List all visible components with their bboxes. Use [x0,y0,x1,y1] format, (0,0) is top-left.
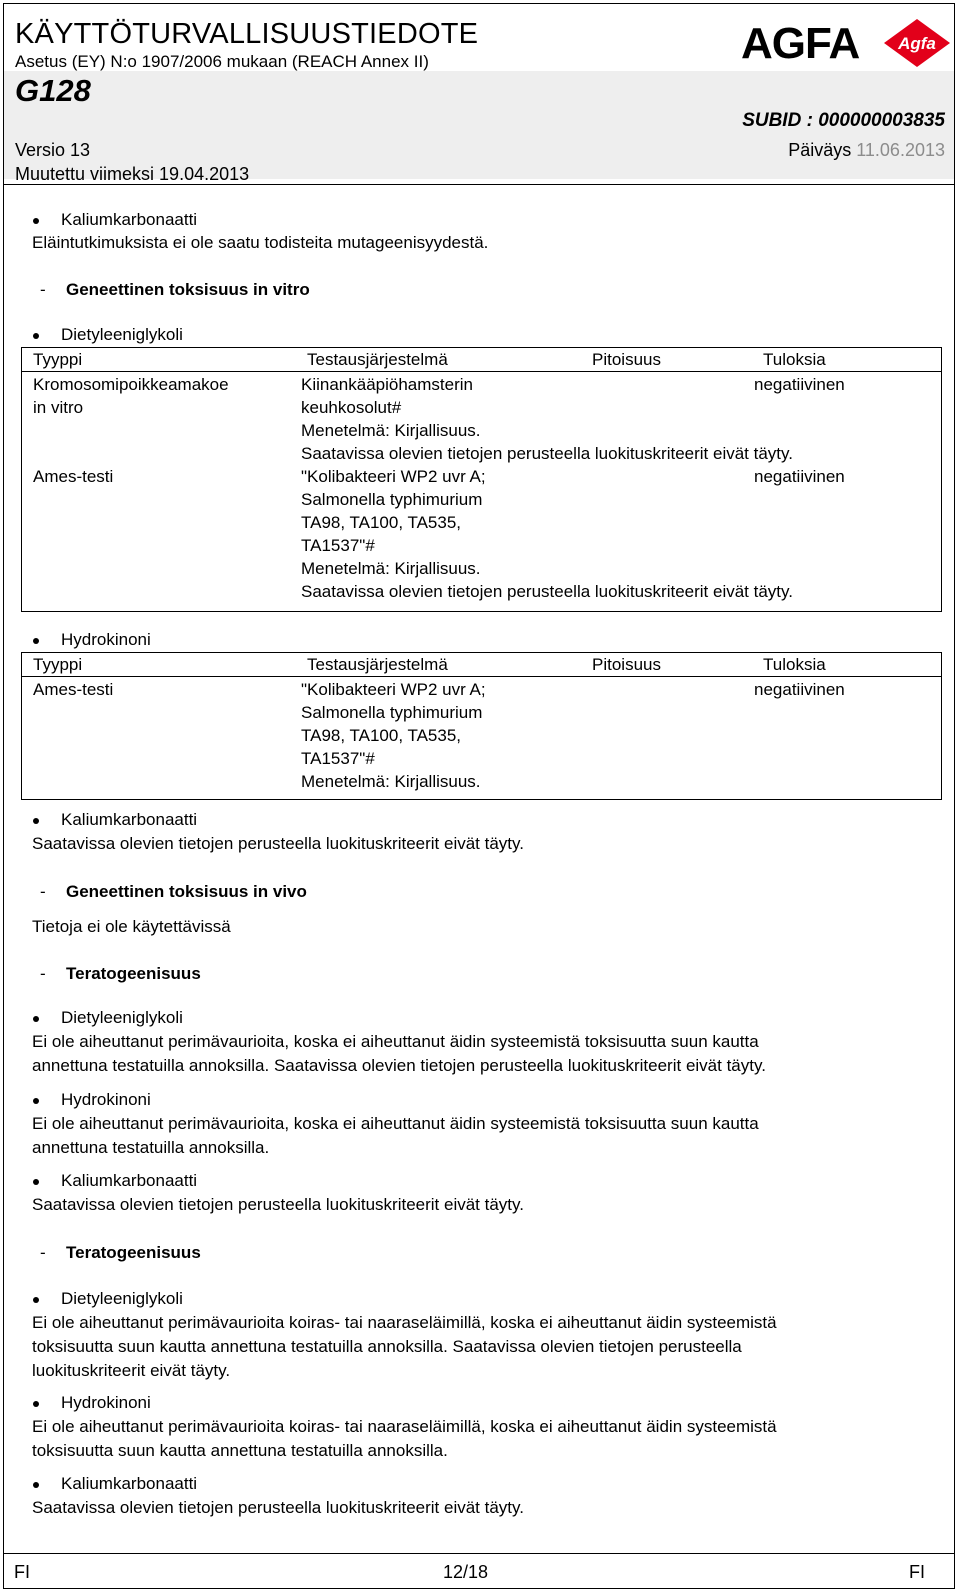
cell-line: in vitro [33,398,84,417]
heading-dash: - [40,1243,46,1262]
paragraph-line: toksisuutta suun kautta annettuna testatuilla annoksilla. [32,1441,448,1460]
section-heading [40,880,307,904]
table-cell: Ames-testi [33,467,114,486]
paragraph [32,1112,759,1160]
cell-line: TA98, TA100, TA535, [301,726,462,745]
table-cell [33,373,229,419]
substance-bullet: Dietyleeniglykoli [21,1287,183,1311]
document-footer [3,1553,955,1589]
paragraph-line: Ei ole aiheuttanut perimävaurioita, koska ei aiheuttanut äidin systeemistä toksisuutta suun kautta [32,1114,759,1133]
substance-bullet: Kaliumkarbonaatti [21,208,197,232]
paragraph: Saatavissa olevien tietojen perusteella luokituskriteerit eivät täyty. [32,834,524,853]
cell-line: Saatavissa olevien tietojen perusteella luokituskriteerit eivät täyty. [301,444,793,463]
table-cell: negatiivinen [754,375,845,394]
document-header [3,3,955,185]
column-header: Tuloksia [763,655,826,674]
regulation-line: Asetus (EY) N:o 1907/2006 mukaan (REACH Annex II) [15,52,429,71]
section-heading [40,962,201,986]
paragraph: Eläintutkimuksista ei ole saatu todisteita mutageenisyydestä. [32,233,489,252]
column-header: Tyyppi [33,350,83,369]
substance-bullet: Kaliumkarbonaatti [21,808,197,832]
date-value: 11.06.2013 [856,140,945,160]
paragraph-line: Ei ole aiheuttanut perimävaurioita koiras- tai naaraseläimillä, koska ei aiheuttanut äidin systeemistä [32,1313,777,1332]
heading-text: Teratogeenisuus [66,1243,201,1262]
heading-text: Geneettinen toksisuus in vivo [66,882,307,901]
cell-line: keuhkosolut# [301,398,402,417]
paragraph: Saatavissa olevien tietojen perusteella luokituskriteerit eivät täyty. [32,1195,524,1214]
cell-line: Menetelmä: Kirjallisuus. [301,772,481,791]
table-cell: negatiivinen [754,680,845,699]
paragraph [32,1311,777,1383]
agfa-logo-mark-text: Agfa [898,34,936,53]
table-cell [301,465,793,603]
heading-dash: - [40,280,46,299]
table-cell [301,373,793,465]
heading-text: Teratogeenisuus [66,964,201,983]
substance-bullet: Dietyleeniglykoli [21,1006,183,1030]
document-title: KÄYTTÖTURVALLISUUSTIEDOTE [15,18,479,50]
column-header: Tuloksia [763,350,826,369]
paragraph [32,1415,777,1463]
paragraph [32,1030,766,1078]
table-cell: Ames-testi [33,680,114,699]
column-header: Pitoisuus [592,655,661,674]
substance-bullet: Dietyleeniglykoli [21,323,183,347]
paragraph: Saatavissa olevien tietojen perusteella luokituskriteerit eivät täyty. [32,1498,524,1517]
agfa-logo-text: AGFA [741,19,860,68]
column-header: Testausjärjestelmä [307,655,448,674]
cell-line: TA1537"# [301,749,375,768]
cell-line: Menetelmä: Kirjallisuus. [301,559,481,578]
subid: SUBID : 000000003835 [742,110,945,131]
cell-line: "Kolibakteeri WP2 uvr A; [301,467,486,486]
substance-bullet: Kaliumkarbonaatti [21,1169,197,1193]
paragraph-line: Ei ole aiheuttanut perimävaurioita koiras- tai naaraseläimillä, koska ei aiheuttanut äidin systeemistä [32,1417,777,1436]
cell-line: Salmonella typhimurium [301,703,483,722]
section-heading [40,278,310,302]
table-cell [301,678,486,793]
cell-line: TA1537"# [301,536,375,555]
column-header: Pitoisuus [592,350,661,369]
column-header: Tyyppi [33,655,83,674]
table-cell: negatiivinen [754,467,845,486]
cell-line: Kromosomipoikkeamakoe [33,375,229,394]
substance-bullet: Hydrokinoni [21,1088,151,1112]
issue-date [788,140,945,161]
paragraph-line: Ei ole aiheuttanut perimävaurioita, koska ei aiheuttanut äidin systeemistä toksisuutta suun kautta [32,1032,759,1051]
agfa-logo-icon [883,18,951,68]
footer-language-right: FI [909,1562,925,1582]
cell-line: Saatavissa olevien tietojen perusteella luokituskriteerit eivät täyty. [301,582,793,601]
paragraph-line: luokituskriteerit eivät täyty. [32,1361,231,1380]
cell-line: "Kolibakteeri WP2 uvr A; [301,680,486,699]
section-heading [40,1241,201,1265]
paragraph: Tietoja ei ole käytettävissä [32,917,231,936]
version: Versio 13 [15,140,91,160]
table-header-row [22,348,941,372]
heading-dash: - [40,964,46,983]
heading-dash: - [40,882,46,901]
substance-bullet: Hydrokinoni [21,628,151,652]
table-header-row [22,653,941,677]
footer-language-left: FI [14,1562,30,1582]
column-header: Testausjärjestelmä [307,350,448,369]
last-modified: Muutettu viimeksi 19.04.2013 [15,164,250,184]
substance-bullet: Hydrokinoni [21,1391,151,1415]
paragraph-line: annettuna testatuilla annoksilla. [32,1138,270,1157]
heading-text: Geneettinen toksisuus in vitro [66,280,310,299]
date-label: Päiväys [788,140,852,160]
cell-line: TA98, TA100, TA535, [301,513,462,532]
paragraph-line: toksisuutta suun kautta annettuna testatuilla annoksilla. Saatavissa olevien tietojen perusteella [32,1337,742,1356]
cell-line: Kiinankääpiöhamsterin [301,375,473,394]
data-table [21,347,942,612]
cell-line: Salmonella typhimurium [301,490,483,509]
substance-bullet: Kaliumkarbonaatti [21,1472,197,1496]
page-number: 12/18 [443,1562,489,1582]
paragraph-line: annettuna testatuilla annoksilla. Saatavissa olevien tietojen perusteella luokituskriteerit eivät täyty. [32,1056,766,1075]
product-code: G128 [15,73,91,108]
cell-line: Menetelmä: Kirjallisuus. [301,421,481,440]
data-table [21,652,942,800]
